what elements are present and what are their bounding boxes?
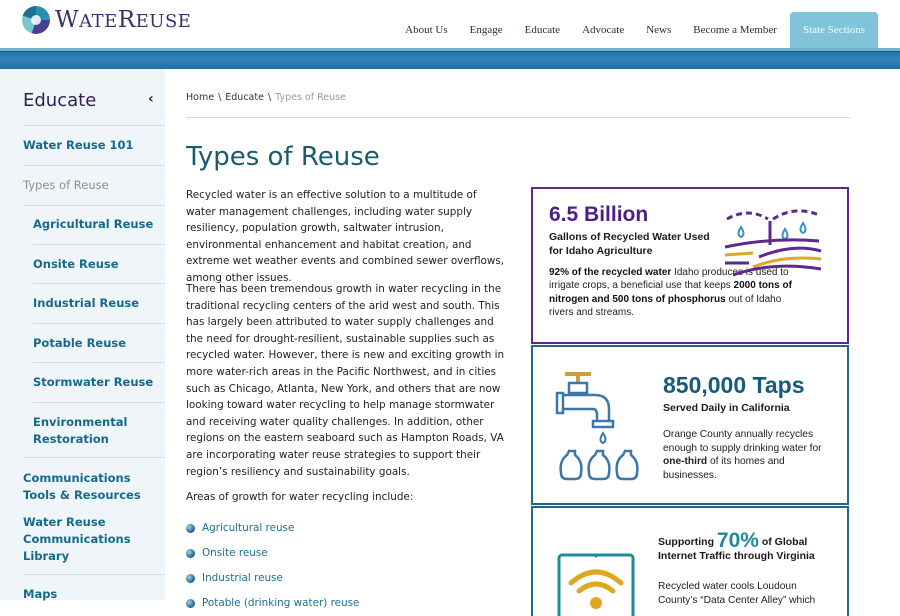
stat-value: 70% [716,529,759,552]
page-title: Types of Reuse [186,142,380,172]
sidebar-item-stormwater-reuse[interactable]: Stormwater Reuse [33,375,154,389]
irrigation-field-icon [723,207,828,282]
infographic-virginia-internet [531,506,849,616]
breadcrumb-current: Types of Reuse [275,92,346,103]
divider [33,402,165,403]
sidebar-item-potable-reuse[interactable]: Potable Reuse [33,336,127,350]
sidebar-item-environmental-restoration[interactable]: Environmental Restoration [33,415,128,446]
stat-subtitle: Gallons of Recycled Water Used for Idaho Agriculture [549,231,710,257]
stat-description: Orange County annually recycles enough to supply drinking water for one-third of its homes and businesses. [663,429,822,481]
nav-engage[interactable]: Engage [469,24,503,36]
link-industrial-reuse[interactable]: Industrial reuse [202,572,283,584]
chevron-left-icon[interactable]: ‹ [148,91,154,107]
main-nav [394,12,878,48]
areas-intro: Areas of growth for water recycling include: [186,491,414,503]
divider [23,125,165,126]
list-item [186,591,359,616]
breadcrumb-separator: \ [218,92,222,103]
breadcrumb-separator: \ [267,92,272,103]
sidebar-title: Educate [23,90,97,111]
divider [186,117,850,118]
stat-headline: Supporting 70% of Global Internet Traffic through Virginia [658,529,815,562]
logo-link[interactable] [22,6,191,34]
nav-educate[interactable]: Educate [524,24,561,36]
divider [33,323,165,324]
breadcrumb-home[interactable]: Home [186,92,215,103]
wifi-laptop-icon [557,553,637,613]
stat-description: 92% of the recycled water Idaho produces is used to irrigate crops, a beneficial use that keeps 2000 tons of nitrogen and 500 tons of phosphorus out of Idaho rivers and streams. [549,267,792,318]
nav-news[interactable]: News [646,24,672,36]
sidebar [0,69,165,600]
breadcrumb-educate[interactable]: Educate [225,92,264,103]
sidebar-item-onsite-reuse[interactable]: Onsite Reuse [33,257,119,271]
divider [23,574,165,575]
nav-become-a-member[interactable]: Become a Member [693,24,777,36]
site-header [0,0,900,48]
link-onsite-reuse[interactable]: Onsite reuse [202,547,268,559]
nav-about-us[interactable]: About Us [405,24,448,36]
list-item [186,566,359,591]
divider [33,362,165,363]
divider [33,244,165,245]
logo-swirl-icon [22,6,50,34]
sidebar-item-water-reuse-101[interactable]: Water Reuse 101 [23,138,134,152]
sidebar-item-types-of-reuse[interactable]: Types of Reuse [23,178,109,192]
sidebar-item-agricultural-reuse[interactable]: Agricultural Reuse [33,217,154,231]
sidebar-item-maps[interactable]: Maps [23,587,58,601]
water-banner [0,48,900,69]
intro-paragraph: Recycled water is an effective solution to a multitude of water management challenges, including water supply resiliency, population growth, saltwater intrusion, environmental enhancement and habitat creation, and extreme wet weather events and combined sewer overflows, among other issues. [186,189,505,284]
growth-paragraph: There has been tremendous growth in water recycling in the traditional recycling centers of the arid west and south. This has largely been attributed to water supply challenges and the need for drought-resilient, sustainable supplies such as recycled water. However, there is new and exciting growth in more water-rich areas in the Pacific Northwest, and in cities such as Chicago, Atlanta, New York, and others that are now looking toward water recycling to help manage stormwater and receiving water quality challenges. In addition, other regions on the eastern seaboard such as Hampton Roads, VA are incorporating water reuse strategies to support their region’s resiliency and sustainability goals. [186,283,505,478]
globe-bullet-icon [186,549,195,558]
faucet-jugs-icon [555,365,645,485]
globe-bullet-icon [186,524,195,533]
logo-wordmark: WATEREUSE [55,7,192,33]
breadcrumb [186,92,346,103]
link-agricultural-reuse[interactable]: Agricultural reuse [202,522,295,534]
sidebar-item-communications-library[interactable]: Water Reuse Communications Library [23,515,131,563]
list-item [186,516,359,541]
stat-value: 6.5 Billion [549,203,649,226]
globe-bullet-icon [186,574,195,583]
divider [23,457,165,458]
divider [23,165,165,166]
globe-bullet-icon [186,599,195,608]
sidebar-item-industrial-reuse[interactable]: Industrial Reuse [33,296,140,310]
stat-subtitle: Served Daily in California [663,402,790,414]
stat-description: Recycled water cools Loudoun County’s “Data Center Alley” which [658,581,816,606]
stat-value: 850,000 Taps [663,372,805,398]
divider [33,283,165,284]
infographic-idaho-agriculture [531,187,849,344]
growth-list [186,516,359,616]
nav-state-sections[interactable]: State Sections [790,12,878,48]
divider [23,205,165,206]
infographic-california-taps [531,345,849,505]
link-potable-reuse[interactable]: Potable (drinking water) reuse [202,597,360,609]
nav-advocate[interactable]: Advocate [582,24,625,36]
sidebar-item-communications-tools[interactable]: Communications Tools & Resources [23,471,141,502]
list-item [186,541,359,566]
